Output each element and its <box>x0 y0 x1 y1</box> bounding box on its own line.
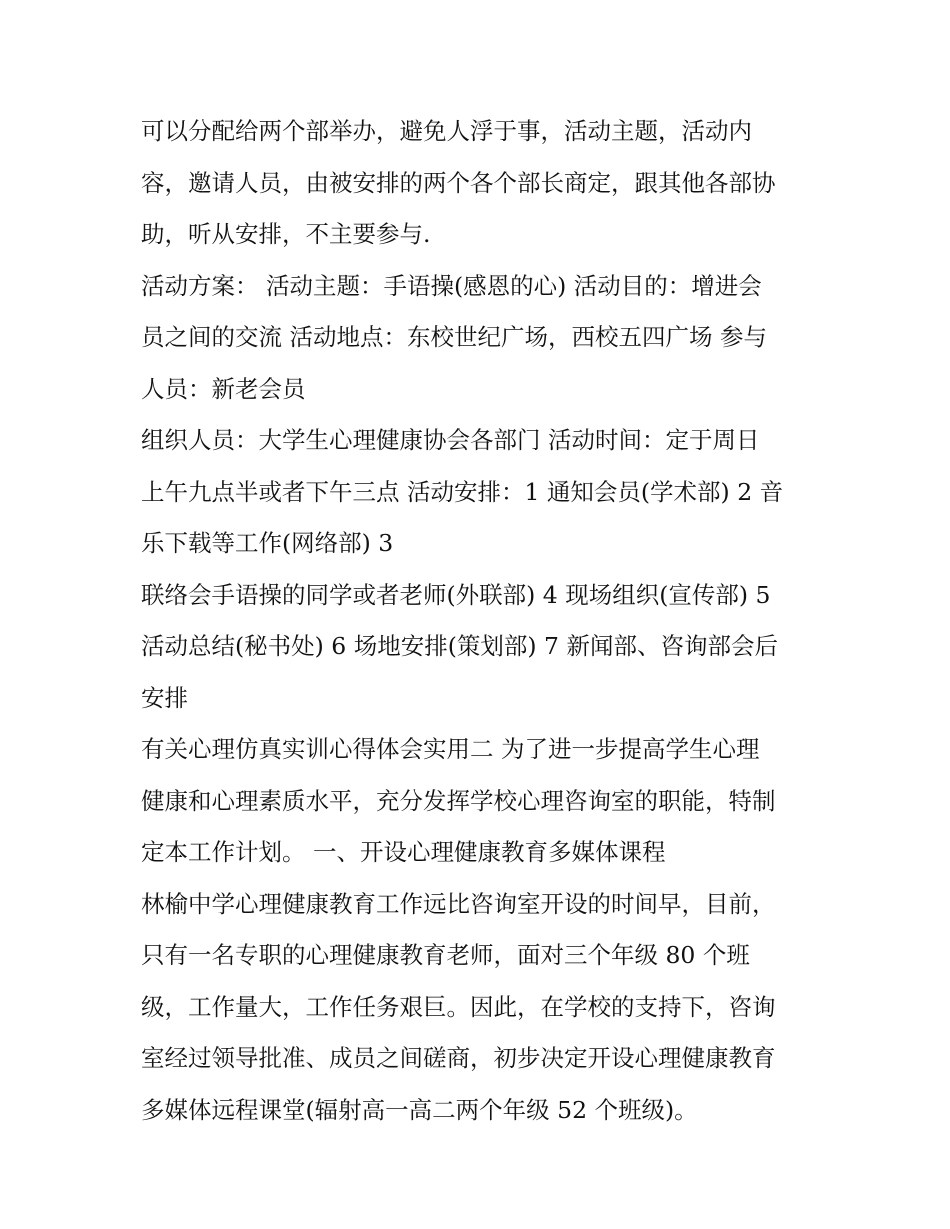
text-line: 室经过领导批准、成员之间磋商，初步决定开设心理健康教育 <box>141 1044 776 1072</box>
text-line: 活动总结(秘书处) 6 场地安排(策划部) 7 新闻部、咨询部会后 <box>141 632 778 660</box>
text-line: 乐下载等工作(网络部) 3 <box>141 529 394 557</box>
text-line: 容，邀请人员，由被安排的两个各个部长商定，跟其他各部协 <box>141 168 776 197</box>
text-line: 安排 <box>141 683 188 712</box>
text-line: 助，听从安排，不主要参与. <box>141 220 431 248</box>
text-line: 上午九点半或者下午三点 活动安排：1 通知会员(学术部) 2 音 <box>141 477 784 506</box>
text-line: 组织人员：大学生心理健康协会各部门 活动时间：定于周日 <box>141 426 760 454</box>
text-line: 联络会手语操的同学或者老师(外联部) 4 现场组织(宣传部) 5 <box>141 580 771 609</box>
text-line: 级，工作量大，工作任务艰巨。因此，在学校的支持下，咨询 <box>141 992 776 1021</box>
text-line: 活动方案： 活动主题：手语操(感恩的心) 活动目的：增进会 <box>141 271 762 300</box>
text-line: 员之间的交流 活动地点：东校世纪广场，西校五四广场 参与 <box>141 323 767 351</box>
text-line: 健康和心理素质水平，充分发挥学校心理咨询室的职能，特制 <box>141 786 776 815</box>
text-line: 人员：新老会员 <box>141 374 306 403</box>
text-line: 可以分配给两个部举办，避免人浮于事，活动主题，活动内 <box>141 117 752 145</box>
text-line: 定本工作计划。 一、开设心理健康教育多媒体课程 <box>141 838 666 866</box>
text-line: 林榆中学心理健康教育工作远比咨询室开设的时间早，目前， <box>141 889 776 918</box>
text-line: 多媒体远程课堂(辐射高一高二两个年级 52 个班级)。 <box>141 1095 698 1124</box>
text-line: 有关心理仿真实训心得体会实用二 为了进一步提高学生心理 <box>141 735 760 763</box>
document-body <box>141 106 821 1136</box>
text-line: 只有一名专职的心理健康教育老师，面对三个年级 80 个班 <box>141 941 750 969</box>
